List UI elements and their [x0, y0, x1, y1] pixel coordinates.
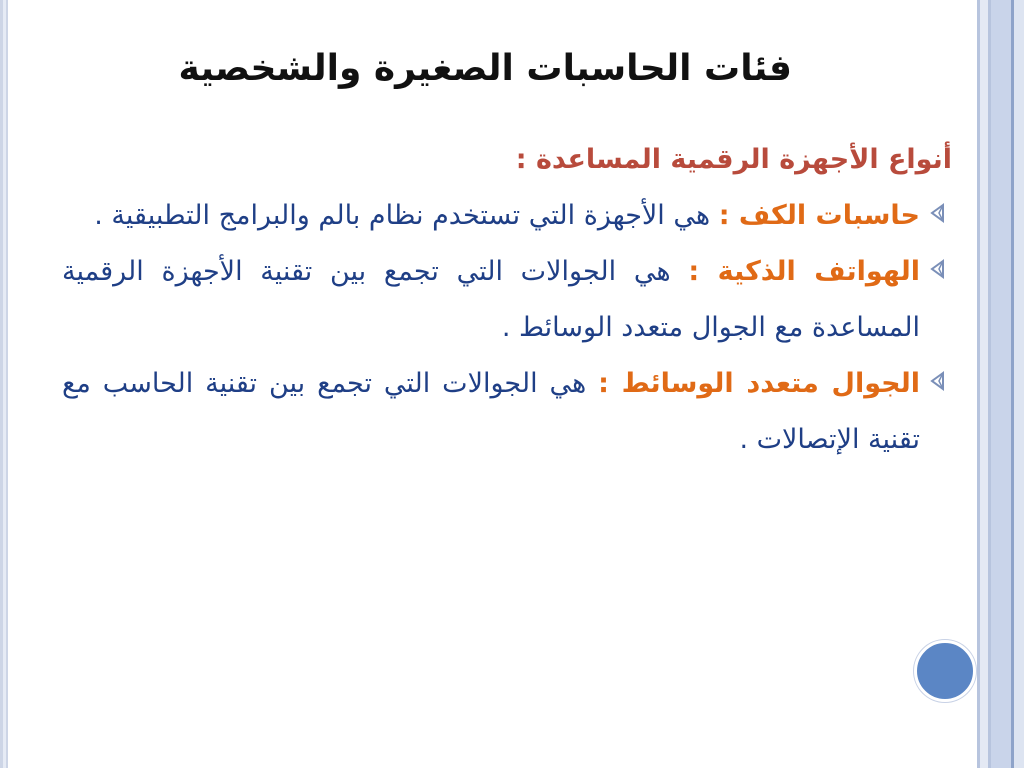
circle-ornament	[914, 640, 976, 702]
bullet-colon: :	[688, 256, 718, 287]
right-border-frame	[977, 0, 1024, 768]
bullet-term: حاسبات الكف	[738, 200, 920, 231]
bullet-item	[62, 188, 952, 244]
bullet-text: هي الأجهزة التي تستخدم نظام بالم والبرامج التطبيقية .	[94, 200, 719, 231]
bullet-item	[62, 244, 952, 356]
arrow-bullet-icon	[928, 258, 950, 280]
bullet-term: الهواتف الذكية	[717, 256, 920, 287]
bullet-colon: :	[718, 200, 739, 231]
bullet-text: هي الجوالات التي تجمع بين تقنية الحاسب مع تقنية الإتصالات .	[62, 368, 920, 455]
arrow-bullet-icon	[928, 370, 950, 392]
bullet-term: الجوال متعدد الوسائط	[621, 368, 920, 399]
left-border-frame	[0, 0, 8, 768]
arrow-bullet-icon	[928, 202, 950, 224]
slide-title: فئات الحاسبات الصغيرة والشخصية	[178, 48, 792, 89]
bullet-item	[62, 356, 952, 468]
bullet-colon: :	[598, 368, 622, 399]
subheading: أنواع الأجهزة الرقمية المساعدة :	[515, 144, 952, 175]
slide-body	[62, 132, 952, 468]
bullet-text: هي الجوالات التي تجمع بين تقنية الأجهزة الرقمية المساعدة مع الجوال متعدد الوسائط .	[62, 256, 920, 343]
